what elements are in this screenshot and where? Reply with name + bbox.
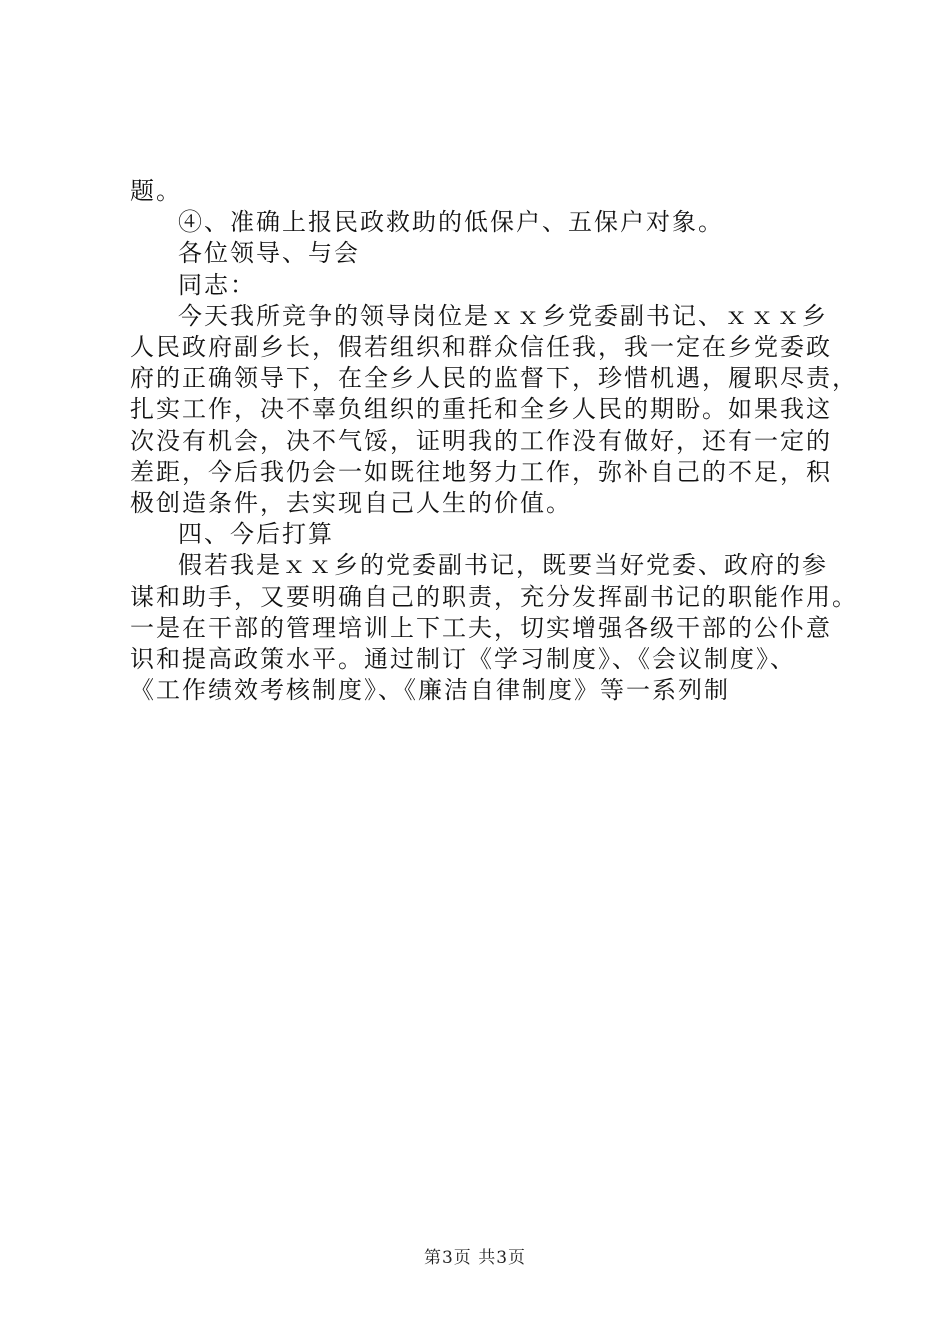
text-line: 扎实工作，决不辜负组织的重托和全乡人民的期盼。如果我这: [130, 395, 832, 424]
document-body: [130, 176, 858, 706]
text-line: 极创造条件，去实现自己人生的价值。: [130, 489, 572, 518]
text-line: 差距，今后我仍会一如既往地努力工作，弥补自己的不足，积: [130, 457, 832, 486]
text-line: 次没有机会，决不气馁，证明我的工作没有做好，还有一定的: [130, 426, 832, 455]
text-line: 各位领导、与会: [178, 239, 360, 268]
text-line: 人民政府副乡长，假若组织和群众信任我，我一定在乡党委政: [130, 333, 832, 362]
text-line: 府的正确领导下，在全乡人民的监督下，珍惜机遇，履职尽责，: [130, 364, 858, 393]
page-number-footer: 第3页 共3页: [423, 1248, 527, 1268]
text-line: 同志：: [178, 270, 256, 299]
section-heading: 四、今后打算: [178, 520, 334, 549]
text-line: ④、准确上报民政救助的低保户、五保户对象。: [178, 208, 724, 237]
text-line: 一是在干部的管理培训上下工夫，切实增强各级干部的公仆意: [130, 613, 832, 642]
text-line: 《工作绩效考核制度》、《廉洁自律制度》等一系列制: [130, 676, 730, 705]
text-line: 今天我所竞争的领导岗位是ｘｘ乡党委副书记、ｘｘｘ乡: [178, 301, 828, 330]
text-line: 谋和助手，又要明确自己的职责，充分发挥副书记的职能作用。: [130, 582, 858, 611]
text-line: 识和提高政策水平。通过制订《学习制度》、《会议制度》、: [130, 645, 796, 674]
text-line: 题。: [130, 177, 182, 205]
text-line: 假若我是ｘｘ乡的党委副书记，既要当好党委、政府的参: [178, 551, 828, 580]
